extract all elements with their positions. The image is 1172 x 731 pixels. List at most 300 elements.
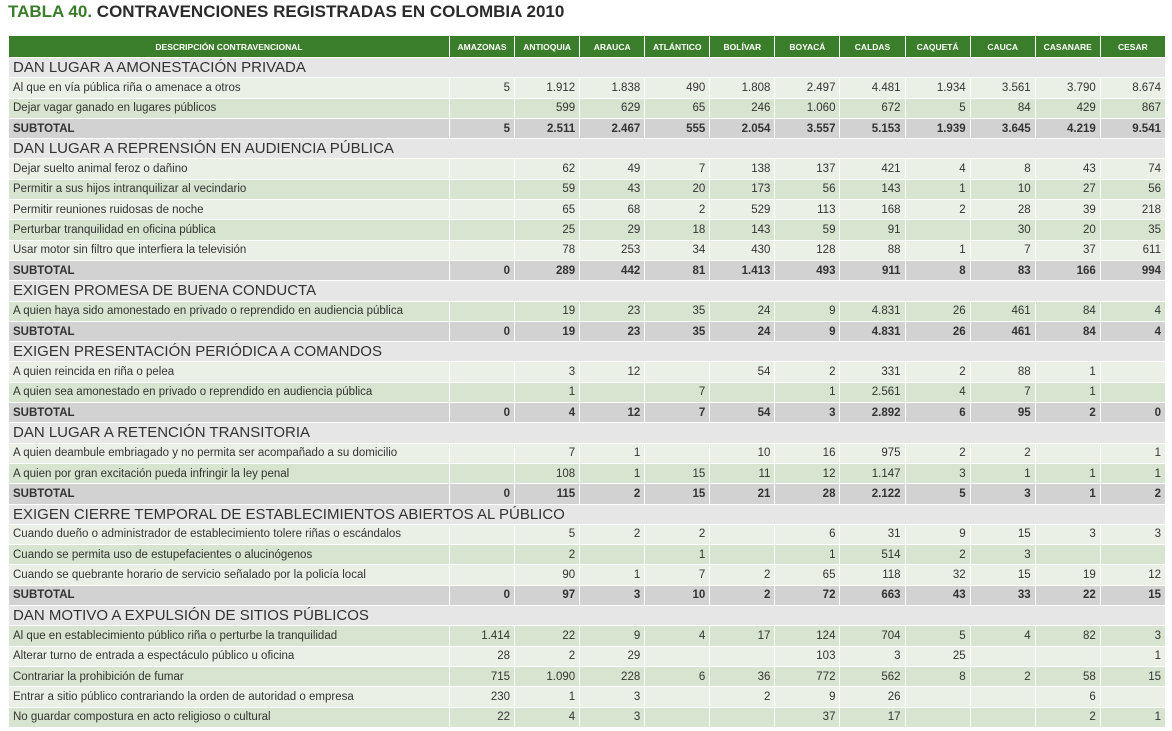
subtotal-value: 3 [580,585,645,605]
cell-value: 32 [905,565,970,585]
cell-value: 18 [645,220,710,240]
cell-value: 2 [645,200,710,220]
cell-value: 461 [970,301,1035,321]
column-header-7: CAQUETÁ [905,36,970,58]
cell-value [710,382,775,402]
cell-value: 2 [580,524,645,544]
cell-value: 1.147 [840,463,905,483]
subtotal-value: 3.557 [775,118,840,138]
cell-value: 84 [970,98,1035,118]
subtotal-label: SUBTOTAL [9,484,450,504]
subtotal-value: 5 [905,484,970,504]
subtotal-value: 15 [1100,585,1165,605]
subtotal-value: 461 [970,321,1035,341]
cell-value [450,220,515,240]
subtotal-value: 72 [775,585,840,605]
subtotal-value: 2 [1035,403,1100,423]
cell-value [970,646,1035,666]
table-row [9,666,1166,686]
cell-value: 2 [970,443,1035,463]
section-title: DAN MOTIVO A EXPULSIÓN DE SITIOS PÚBLICOS [9,606,1166,626]
subtotal-value: 26 [905,321,970,341]
cell-value: 20 [1035,220,1100,240]
cell-value: 867 [1100,98,1165,118]
row-label: Usar motor sin filtro que interfiera la televisión [9,240,450,260]
subtotal-value: 21 [710,484,775,504]
cell-value: 629 [580,98,645,118]
subtotal-label: SUBTOTAL [9,260,450,280]
subtotal-row [9,118,1166,138]
cell-value: 35 [1100,220,1165,240]
cell-value: 6 [1035,687,1100,707]
table-title [8,2,564,22]
subtotal-value: 1.939 [905,118,970,138]
cell-value: 84 [1035,301,1100,321]
cell-value: 1.090 [515,666,580,686]
cell-value: 611 [1100,240,1165,260]
subtotal-value: 5 [450,118,515,138]
cell-value: 772 [775,666,840,686]
subtotal-value: 3 [775,403,840,423]
cell-value: 113 [775,200,840,220]
cell-value: 228 [580,666,645,686]
subtotal-value: 555 [645,118,710,138]
table-row [9,78,1166,98]
subtotal-value: 4.831 [840,321,905,341]
cell-value: 230 [450,687,515,707]
row-label: Cuando dueño o administrador de establecimiento tolere riñas o escándalos [9,524,450,544]
cell-value: 65 [515,200,580,220]
cell-value: 34 [645,240,710,260]
cell-value: 54 [710,362,775,382]
cell-value: 143 [840,179,905,199]
section-header-row [9,281,1166,301]
subtotal-value: 663 [840,585,905,605]
cell-value [905,220,970,240]
cell-value: 7 [515,443,580,463]
table-row [9,220,1166,240]
row-label: No guardar compostura en acto religioso o cultural [9,707,450,727]
cell-value: 90 [515,565,580,585]
section-header-row [9,606,1166,626]
table-title-text: CONTRAVENCIONES REGISTRADAS EN COLOMBIA 2010 [92,2,565,21]
table-header-row [9,36,1166,58]
row-label: Contrariar la prohibición de fumar [9,666,450,686]
cell-value: 2 [710,565,775,585]
cell-value: 59 [515,179,580,199]
cell-value [1100,545,1165,565]
subtotal-value: 2 [1100,484,1165,504]
row-label: Dejar suelto animal feroz o dañino [9,159,450,179]
cell-value: 1 [905,240,970,260]
subtotal-value: 2.122 [840,484,905,504]
subtotal-value: 0 [450,403,515,423]
subtotal-value: 33 [970,585,1035,605]
subtotal-value: 19 [515,321,580,341]
cell-value: 36 [710,666,775,686]
table-row [9,179,1166,199]
cell-value: 137 [775,159,840,179]
subtotal-value: 43 [905,585,970,605]
cell-value: 2.497 [775,78,840,98]
cell-value: 143 [710,220,775,240]
cell-value: 12 [775,463,840,483]
cell-value: 1 [775,545,840,565]
cell-value: 56 [1100,179,1165,199]
cell-value: 4 [905,159,970,179]
cell-value [1035,646,1100,666]
subtotal-value: 22 [1035,585,1100,605]
cell-value: 421 [840,159,905,179]
cell-value [1035,545,1100,565]
subtotal-value: 6 [905,403,970,423]
cell-value: 31 [840,524,905,544]
table-row [9,443,1166,463]
row-label: Cuando se quebrante horario de servicio señalado por la policía local [9,565,450,585]
cell-value: 430 [710,240,775,260]
cell-value: 3 [515,362,580,382]
cell-value [645,687,710,707]
cell-value: 2 [710,687,775,707]
cell-value: 103 [775,646,840,666]
table-row [9,159,1166,179]
cell-value: 20 [645,179,710,199]
cell-value: 331 [840,362,905,382]
column-header-9: CASANARE [1035,36,1100,58]
cell-value: 3 [1100,524,1165,544]
cell-value [710,707,775,727]
cell-value: 25 [905,646,970,666]
subtotal-value: 2.511 [515,118,580,138]
cell-value [450,382,515,402]
cell-value: 2 [1035,707,1100,727]
cell-value: 2 [905,443,970,463]
cell-value: 1 [970,463,1035,483]
subtotal-label: SUBTOTAL [9,585,450,605]
cell-value: 28 [450,646,515,666]
cell-value: 253 [580,240,645,260]
cell-value: 15 [645,463,710,483]
subtotal-value: 0 [450,484,515,504]
table-row [9,687,1166,707]
cell-value: 5 [450,78,515,98]
subtotal-value: 95 [970,403,1035,423]
cell-value: 1 [515,687,580,707]
contravenciones-table [8,35,1166,728]
subtotal-value: 3.645 [970,118,1035,138]
cell-value: 22 [450,707,515,727]
cell-value: 128 [775,240,840,260]
cell-value: 108 [515,463,580,483]
section-title: EXIGEN PROMESA DE BUENA CONDUCTA [9,281,1166,301]
cell-value: 35 [645,301,710,321]
table-row [9,626,1166,646]
cell-value: 62 [515,159,580,179]
cell-value [450,524,515,544]
cell-value: 59 [775,220,840,240]
cell-value: 715 [450,666,515,686]
cell-value: 11 [710,463,775,483]
table-row [9,545,1166,565]
table-row [9,382,1166,402]
row-label: A quien haya sido amonestado en privado o reprendido en audiencia pública [9,301,450,321]
cell-value: 1 [580,463,645,483]
row-label: A quien sea amonestado en privado o reprendido en audiencia pública [9,382,450,402]
cell-value: 43 [580,179,645,199]
cell-value: 529 [710,200,775,220]
cell-value: 26 [905,301,970,321]
cell-value: 37 [775,707,840,727]
cell-value: 88 [840,240,905,260]
cell-value: 23 [580,301,645,321]
column-header-0: AMAZONAS [450,36,515,58]
cell-value: 29 [580,646,645,666]
cell-value: 1 [1100,443,1165,463]
table-number: TABLA 40. [8,2,93,21]
cell-value: 4.481 [840,78,905,98]
cell-value: 4 [1100,301,1165,321]
subtotal-value: 81 [645,260,710,280]
column-header-6: CALDAS [840,36,905,58]
section-title: DAN LUGAR A REPRENSIÓN EN AUDIENCIA PÚBLICA [9,139,1166,159]
cell-value: 30 [970,220,1035,240]
subtotal-value: 15 [645,484,710,504]
cell-value [450,565,515,585]
cell-value: 672 [840,98,905,118]
cell-value: 975 [840,443,905,463]
subtotal-value: 3 [970,484,1035,504]
cell-value: 24 [710,301,775,321]
subtotal-value: 0 [450,585,515,605]
cell-value: 4 [515,707,580,727]
cell-value [450,463,515,483]
subtotal-row [9,321,1166,341]
cell-value: 9 [775,301,840,321]
cell-value: 8 [905,666,970,686]
cell-value [450,301,515,321]
cell-value: 5 [905,98,970,118]
cell-value: 5 [905,626,970,646]
cell-value: 3.790 [1035,78,1100,98]
cell-value [1100,687,1165,707]
cell-value: 6 [775,524,840,544]
subtotal-row [9,484,1166,504]
subtotal-value: 28 [775,484,840,504]
cell-value: 1 [1035,382,1100,402]
row-label: Dejar vagar ganado en lugares públicos [9,98,450,118]
cell-value: 56 [775,179,840,199]
cell-value [710,646,775,666]
section-header-row [9,139,1166,159]
section-header-row [9,504,1166,524]
column-header-3: ATLÁNTICO [645,36,710,58]
cell-value: 2 [645,524,710,544]
subtotal-value: 2 [580,484,645,504]
cell-value: 12 [1100,565,1165,585]
cell-value: 1.060 [775,98,840,118]
row-label: A quien reincida en riña o pelea [9,362,450,382]
subtotal-row [9,403,1166,423]
cell-value [1100,362,1165,382]
cell-value: 28 [970,200,1035,220]
cell-value [1035,443,1100,463]
cell-value: 218 [1100,200,1165,220]
subtotal-value: 84 [1035,321,1100,341]
subtotal-row [9,260,1166,280]
subtotal-value: 0 [450,260,515,280]
subtotal-value: 4 [515,403,580,423]
subtotal-value: 493 [775,260,840,280]
cell-value: 22 [515,626,580,646]
cell-value: 68 [580,200,645,220]
cell-value: 7 [645,159,710,179]
cell-value: 10 [970,179,1035,199]
cell-value [450,159,515,179]
subtotal-value: 7 [645,403,710,423]
cell-value: 4 [970,626,1035,646]
row-label: Alterar turno de entrada a espectáculo público u oficina [9,646,450,666]
cell-value: 3 [970,545,1035,565]
table-row [9,301,1166,321]
cell-value [645,362,710,382]
cell-value: 1 [580,443,645,463]
cell-value: 124 [775,626,840,646]
cell-value: 2.561 [840,382,905,402]
subtotal-label: SUBTOTAL [9,321,450,341]
table-row [9,463,1166,483]
cell-value: 1 [775,382,840,402]
cell-value: 1.934 [905,78,970,98]
cell-value: 1 [515,382,580,402]
cell-value: 2 [905,200,970,220]
cell-value: 2 [775,362,840,382]
cell-value: 9 [905,524,970,544]
subtotal-row [9,585,1166,605]
cell-value: 514 [840,545,905,565]
table-row [9,707,1166,727]
table-row [9,524,1166,544]
cell-value: 7 [645,382,710,402]
subtotal-value: 115 [515,484,580,504]
cell-value: 429 [1035,98,1100,118]
cell-value [450,200,515,220]
cell-value: 5 [515,524,580,544]
column-header-description: DESCRIPCIÓN CONTRAVENCIONAL [9,36,450,58]
cell-value: 2 [515,646,580,666]
table-row [9,240,1166,260]
subtotal-value: 2.467 [580,118,645,138]
cell-value [710,545,775,565]
subtotal-value: 2 [710,585,775,605]
cell-value: 490 [645,78,710,98]
row-label: A quien deambule embriagado y no permita ser acompañado a su domicilio [9,443,450,463]
cell-value: 26 [840,687,905,707]
cell-value: 82 [1035,626,1100,646]
cell-value: 4.831 [840,301,905,321]
cell-value: 19 [1035,565,1100,585]
cell-value [450,240,515,260]
cell-value: 8.674 [1100,78,1165,98]
cell-value: 1 [905,179,970,199]
cell-value [450,362,515,382]
subtotal-value: 1.413 [710,260,775,280]
row-label: Perturbar tranquilidad en oficina pública [9,220,450,240]
cell-value: 74 [1100,159,1165,179]
cell-value: 1 [1100,463,1165,483]
subtotal-label: SUBTOTAL [9,118,450,138]
cell-value [970,687,1035,707]
table-row [9,200,1166,220]
cell-value [450,443,515,463]
cell-value: 1 [645,545,710,565]
subtotal-value: 23 [580,321,645,341]
section-header-row [9,423,1166,443]
cell-value [450,545,515,565]
cell-value: 15 [970,565,1035,585]
cell-value: 39 [1035,200,1100,220]
column-header-10: CESAR [1100,36,1165,58]
cell-value: 3 [1100,626,1165,646]
cell-value [970,707,1035,727]
cell-value: 1.414 [450,626,515,646]
table-row [9,98,1166,118]
row-label: Permitir a sus hijos intranquilizar al vecindario [9,179,450,199]
subtotal-value: 4 [1100,321,1165,341]
cell-value: 562 [840,666,905,686]
row-label: A quien por gran excitación pueda infringir la ley penal [9,463,450,483]
column-header-8: CAUCA [970,36,1035,58]
subtotal-value: 24 [710,321,775,341]
subtotal-value: 5.153 [840,118,905,138]
subtotal-value: 1 [1035,484,1100,504]
cell-value: 2 [905,362,970,382]
section-header-row [9,342,1166,362]
row-label: Entrar a sitio público contrariando la orden de autoridad o empresa [9,687,450,707]
section-title: EXIGEN PRESENTACIÓN PERIÓDICA A COMANDOS [9,342,1166,362]
subtotal-value: 0 [450,321,515,341]
cell-value: 138 [710,159,775,179]
column-header-5: BOYACÁ [775,36,840,58]
cell-value: 7 [970,240,1035,260]
section-title: DAN LUGAR A RETENCIÓN TRANSITORIA [9,423,1166,443]
subtotal-value: 2.892 [840,403,905,423]
cell-value: 29 [580,220,645,240]
cell-value: 15 [970,524,1035,544]
cell-value: 7 [970,382,1035,402]
cell-value: 3 [580,707,645,727]
cell-value [1100,382,1165,402]
cell-value [710,524,775,544]
subtotal-value: 166 [1035,260,1100,280]
subtotal-value: 442 [580,260,645,280]
subtotal-value: 2.054 [710,118,775,138]
cell-value: 10 [710,443,775,463]
subtotal-value: 35 [645,321,710,341]
subtotal-value: 4.219 [1035,118,1100,138]
cell-value [905,707,970,727]
section-title: DAN LUGAR A AMONESTACIÓN PRIVADA [9,58,1166,78]
section-title: EXIGEN CIERRE TEMPORAL DE ESTABLECIMIENTOS ABIERTOS AL PÚBLICO [9,504,1166,524]
cell-value: 9 [775,687,840,707]
cell-value: 43 [1035,159,1100,179]
cell-value [580,382,645,402]
cell-value: 6 [645,666,710,686]
cell-value: 173 [710,179,775,199]
cell-value: 3 [580,687,645,707]
cell-value [645,443,710,463]
cell-value: 246 [710,98,775,118]
subtotal-value: 911 [840,260,905,280]
